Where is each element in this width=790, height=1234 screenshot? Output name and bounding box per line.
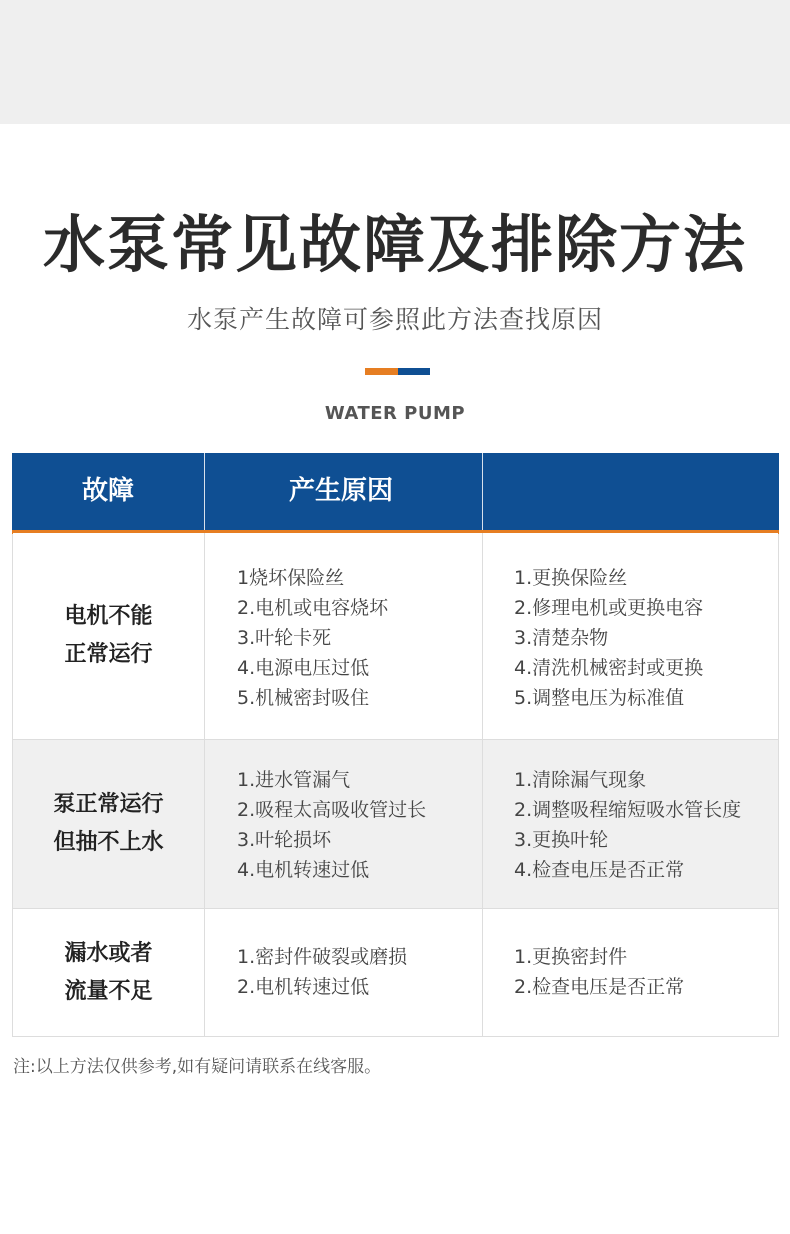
top-banner-band bbox=[0, 0, 790, 124]
fault-cell bbox=[13, 740, 205, 908]
footnote: 注:以上方法仅供参考,如有疑问请联系在线客服。 bbox=[13, 1057, 382, 1077]
table-row bbox=[13, 739, 778, 909]
solution-item: 2.检查电压是否正常 bbox=[514, 976, 685, 998]
cause-cell bbox=[205, 533, 483, 739]
solution-item: 3.更换叶轮 bbox=[514, 829, 609, 851]
page-subtitle: 水泵产生故障可参照此方法查找原因 bbox=[186, 305, 603, 334]
cause-item: 1.进水管漏气 bbox=[237, 769, 351, 791]
solution-item: 2.调整吸程缩短吸水管长度 bbox=[514, 799, 742, 821]
cause-item: 5.机械密封吸住 bbox=[237, 687, 370, 709]
fault-label-line: 漏水或者 bbox=[64, 940, 153, 966]
fault-label bbox=[34, 786, 184, 862]
cause-item: 3.叶轮损坏 bbox=[237, 829, 332, 851]
solution-item: 1.清除漏气现象 bbox=[514, 769, 647, 791]
accent-bar-blue bbox=[398, 368, 430, 375]
accent-bar-orange bbox=[365, 368, 398, 375]
header-fault: 故障 bbox=[81, 476, 134, 506]
cause-item: 4.电机转速过低 bbox=[237, 859, 370, 881]
cause-item: 1.密封件破裂或磨损 bbox=[237, 946, 408, 968]
solution-list bbox=[514, 942, 684, 1002]
solution-item: 1.更换保险丝 bbox=[514, 567, 628, 589]
cause-list bbox=[237, 563, 388, 713]
solution-item: 3.清楚杂物 bbox=[514, 627, 609, 649]
fault-label-line: 电机不能 bbox=[64, 604, 153, 629]
fault-label-line: 但抽不上水 bbox=[53, 830, 164, 855]
fault-label bbox=[34, 598, 184, 674]
header-solution bbox=[483, 453, 779, 530]
solution-item: 4.清洗机械密封或更换 bbox=[514, 657, 704, 679]
fault-label-line: 泵正常运行 bbox=[53, 792, 164, 817]
table-header bbox=[12, 453, 779, 530]
solution-cell bbox=[483, 740, 778, 908]
solution-item: 2.修理电机或更换电容 bbox=[514, 597, 704, 619]
table-row bbox=[13, 533, 778, 739]
solution-item: 4.检查电压是否正常 bbox=[514, 859, 685, 881]
fault-label bbox=[34, 935, 184, 1011]
cause-cell bbox=[205, 740, 483, 908]
cause-cell bbox=[205, 909, 483, 1036]
table-row bbox=[13, 909, 778, 1036]
cause-item: 2.电机或电容烧坏 bbox=[237, 597, 389, 619]
page-title: 水泵常见故障及排除方法 bbox=[42, 208, 747, 281]
fault-cell bbox=[13, 909, 205, 1036]
cause-item: 2.电机转速过低 bbox=[237, 976, 370, 998]
fault-label-line: 正常运行 bbox=[64, 642, 153, 667]
header-cause: 产生原因 bbox=[289, 476, 394, 506]
solution-item: 5.调整电压为标准值 bbox=[514, 687, 685, 709]
solution-cell bbox=[483, 909, 778, 1036]
cause-item: 3.叶轮卡死 bbox=[237, 627, 332, 649]
cause-item: 4.电源电压过低 bbox=[237, 657, 370, 679]
cause-item: 1烧坏保险丝 bbox=[237, 567, 345, 589]
fault-cell bbox=[13, 533, 205, 739]
solution-item: 1.更换密封件 bbox=[514, 946, 628, 968]
solution-list bbox=[514, 765, 741, 885]
troubleshooting-table bbox=[12, 453, 779, 1037]
fault-label-line: 流量不足 bbox=[64, 978, 153, 1004]
cause-list bbox=[237, 765, 426, 885]
english-title: WATER PUMP bbox=[324, 403, 466, 424]
cause-list bbox=[237, 942, 407, 1002]
cause-item: 2.吸程太高吸收管过长 bbox=[237, 799, 427, 821]
solution-cell bbox=[483, 533, 778, 739]
solution-list bbox=[514, 563, 703, 713]
